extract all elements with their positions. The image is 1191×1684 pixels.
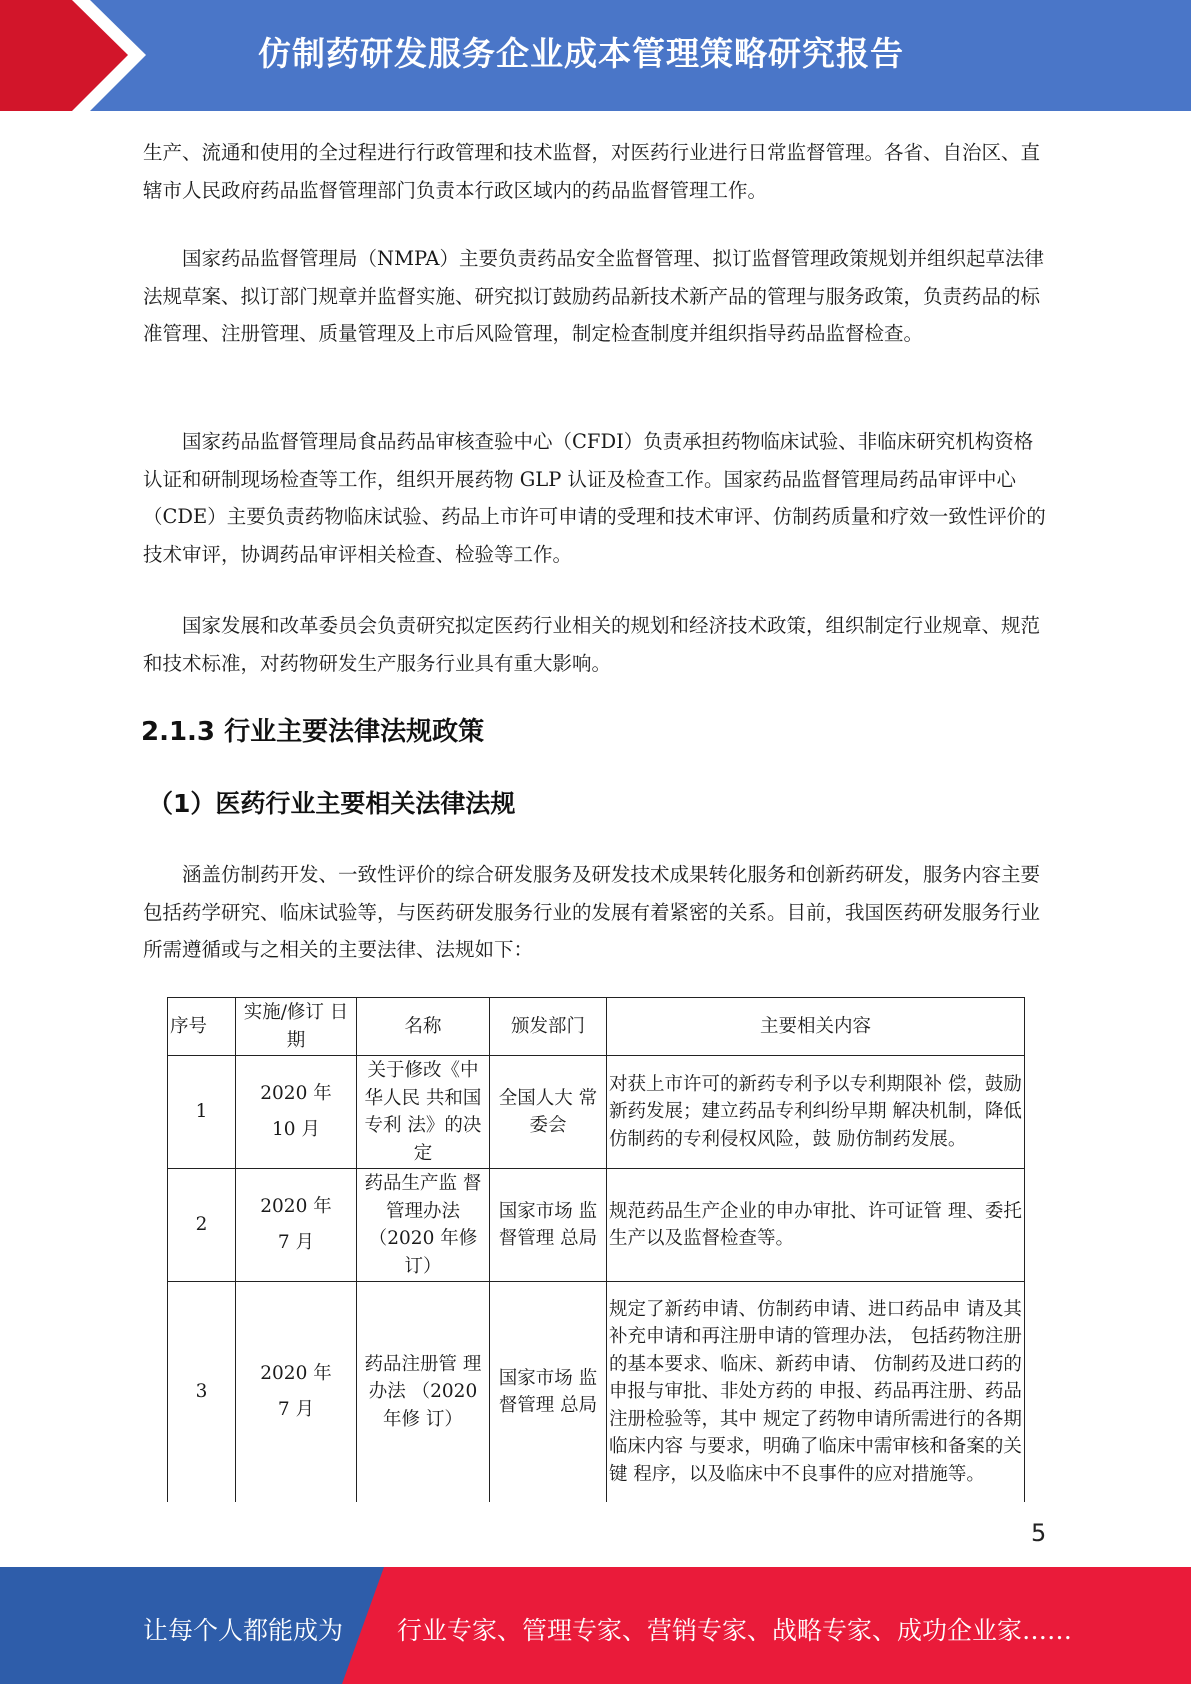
cell-name: 关于修改《中华人民 共和国专利 法》的决定	[357, 1056, 490, 1169]
cell-date-year: 2020 年	[260, 1083, 332, 1104]
table-row	[168, 1056, 1025, 1169]
cell-dept: 国家市场 监督管理 总局	[490, 1169, 607, 1282]
cell-no: 3	[168, 1282, 236, 1503]
table-header-row	[168, 998, 1025, 1056]
cell-dept: 全国人大 常委会	[490, 1056, 607, 1169]
header-banner	[0, 0, 1191, 111]
footer-slogan-right: 行业专家、管理专家、营销专家、战略专家、成功企业家……	[397, 1616, 1073, 1645]
cell-date-month: 7 月	[277, 1399, 315, 1420]
cell-content: 规定了新药申请、仿制药申请、进口药品申 请及其补充申请和再注册申请的管理办法， 包括药物注册的基本要求、临床、新药申请、 仿制药及进口药的申报与审批、非处方药的 申报、药品再注册、药品注册检验等，其中 规定了药物申请所需进行的各期临床内容 与要求，明确了临床中需审核和备案的关键 程序，以及临床中不良事件的应对措施等。	[607, 1282, 1025, 1503]
paragraph-ndrc: 国家发展和改革委员会负责研究拟定医药行业相关的规划和经济技术政策，组织制定行业规章、规范和技术标准，对药物研发生产服务行业具有重大影响。	[143, 614, 1041, 675]
page-number: 5	[1031, 1519, 1047, 1547]
cell-content: 对获上市许可的新药专利予以专利期限补 偿，鼓励新药发展；建立药品专利纠纷早期 解决机制，降低仿制药的专利侵权风险，鼓 励仿制药发展。	[607, 1056, 1025, 1169]
cell-date-year: 2020 年	[260, 1363, 332, 1384]
intro-paragraph: 涵盖仿制药开发、一致性评价的综合研发服务及研发技术成果转化服务和创新药研发，服务内容主要包括药学研究、临床试验等，与医药研发服务行业的发展有着紧密的关系。目前，我国医药研发服务行业所需遵循或与之相关的主要法律、法规如下：	[143, 863, 1041, 961]
footer-banner	[0, 1567, 1191, 1684]
col-header-content: 主要相关内容	[607, 998, 1025, 1056]
report-title: 仿制药研发服务企业成本管理策略研究报告	[258, 34, 904, 73]
cell-date-month: 10 月	[272, 1119, 320, 1140]
section-heading: 2.1.3 行业主要法律法规政策	[141, 717, 485, 747]
cell-date	[236, 1169, 357, 1282]
col-header-no: 序号	[168, 998, 236, 1056]
cell-no: 2	[168, 1169, 236, 1282]
cell-no: 1	[168, 1056, 236, 1169]
subsection-heading: （1）医药行业主要相关法律法规	[148, 789, 516, 818]
cell-date-year: 2020 年	[260, 1196, 332, 1217]
paragraph-1: 生产、流通和使用的全过程进行行政管理和技术监督，对医药行业进行日常监督管理。各省、自治区、直辖市人民政府药品监督管理部门负责本行政区域内的药品监督管理工作。	[143, 141, 1041, 202]
cell-name: 药品生产监 督管理办法 （2020 年修 订）	[357, 1169, 490, 1282]
footer-slogan-left: 让每个人都能成为	[143, 1616, 344, 1645]
table-row	[168, 1169, 1025, 1282]
col-header-name: 名称	[357, 998, 490, 1056]
cell-dept: 国家市场 监督管理 总局	[490, 1282, 607, 1503]
cell-content: 规范药品生产企业的申办审批、许可证管 理、委托生产以及监督检查等。	[607, 1169, 1025, 1282]
paragraph-nmpa: 国家药品监督管理局（NMPA）主要负责药品安全监督管理、拟订监督管理政策规划并组织起草法律法规草案、拟订部门规章并监督实施、研究拟订鼓励药品新技术新产品的管理与服务政策，负责药品的标准管理、注册管理、质量管理及上市后风险管理，制定检查制度并组织指导药品监督检查。	[143, 247, 1044, 345]
regulations-table	[167, 997, 1025, 1502]
col-header-dept: 颁发部门	[490, 998, 607, 1056]
cell-date	[236, 1056, 357, 1169]
cell-date	[236, 1282, 357, 1503]
paragraph-cfdi-cde: 国家药品监督管理局食品药品审核查验中心（CFDI）负责承担药物临床试验、非临床研究机构资格认证和研制现场检查等工作，组织开展药物 GLP 认证及检查工作。国家药品监督管理局药品审评中心（CDE）主要负责药物临床试验、药品上市许可申请的受理和技术审评、仿制药质量和疗效一致性评价的技术审评，协调药品审评相关检查、检验等工作。	[143, 430, 1046, 566]
header-arrow-shape	[0, 0, 150, 111]
col-header-date: 实施/修订 日期	[236, 998, 357, 1056]
cell-name: 药品注册管 理办法 （2020 年修 订）	[357, 1282, 490, 1503]
table-row	[168, 1282, 1025, 1503]
cell-date-month: 7 月	[277, 1232, 315, 1253]
